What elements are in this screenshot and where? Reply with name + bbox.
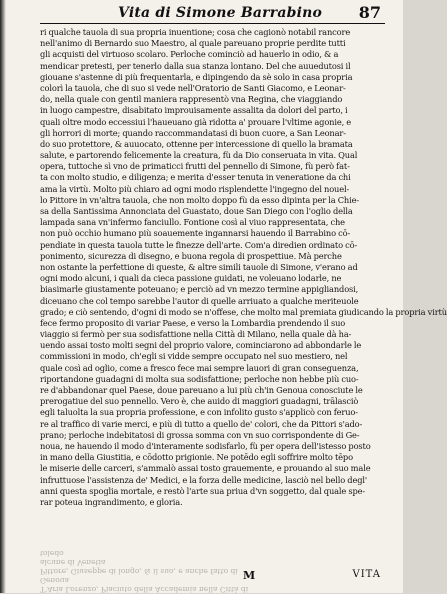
text-line: ta con molto studio, e diligenza; e merita d'esser tenuta in veneratione da chi — [40, 172, 351, 183]
text-line: gli horrori di morte; quando raccommandatasi di buon cuore, a San Leonar- — [40, 127, 346, 138]
text-line: riportandone guadagni di molta sua sodisfattione; perloche non hebbe più cuo- — [40, 373, 359, 384]
text-line: anni questa spoglia mortale, e restò l'arte sua priua d'vn soggetto, dal quale spe- — [40, 485, 366, 496]
text-line: do suo protettore, & auuocato, ottenne per intercessione di quello la bramata — [40, 138, 353, 149]
bleed-line: toledo — [40, 549, 64, 558]
text-line: sa della Santissima Annonciata del Guastato, doue San Diego con l'oglio della — [40, 206, 353, 216]
text-line: lampada sana vn'infermo fanciullo. Fontione così al viuo rappresentata, che — [40, 217, 345, 228]
body-text — [40, 27, 447, 508]
text-line: le miserie delle carceri, s'ammalò assai tosto grauemente, e prouando al suo male — [40, 463, 371, 474]
bleed-through-text — [40, 549, 260, 594]
text-line: noua, ne hauendo il modo d'interamente sodisfarlo, fù per opera dell'istesso posto — [40, 440, 371, 451]
text-line: biasimarle giustamente poteuano; e perciò ad vn mezzo termine appigliandosi, — [40, 284, 359, 295]
catchword: VITA — [352, 569, 381, 580]
text-line: re al traffico di varie merci, e più di tutto a quello de' colori, che da Pittori s'ado- — [40, 418, 363, 429]
text-line: infruttuose l'assistenza de' Medici, e la forza delle medicine, lasciò nel bello degl' — [40, 474, 368, 485]
text-line: fece fermo proposito di variar Paese, e verso la Lombardia prendendo il suo — [40, 317, 346, 328]
signature-mark: M — [243, 569, 256, 582]
text-line: non può occhio humano più soauemente ingannarsi hauendo il Barrabino cō- — [40, 228, 351, 239]
text-line: ama la virtù. Molto più chiaro ad ogni modo risplendette l'ingegno del nouel- — [40, 183, 350, 194]
text-line: in luogo campestre, disabitato improuisamente assalita da dolori del parto, i — [40, 105, 348, 116]
text-line: salute, e partorendo felicemente la creatura, fù da Dio conseruata in vita. Qual — [40, 150, 358, 161]
text-line: giouane s'astenne di più frequentarla, e dipingendo da sè solo in casa propria — [40, 71, 353, 82]
text-line: ri qualche tauola di sua propria inuentione; cosa che cagionò notabil rancore — [40, 27, 351, 37]
text-line: ponimento, sicurezza di disegno, e buona regola di prospettiue. Mà perche — [40, 250, 342, 261]
running-head: Vita di Simone Barrabino — [118, 5, 323, 21]
text-line: egli taluolta la sua propria professione, e con infolito gusto s'applicò con feruo- — [40, 407, 358, 418]
text-line: prerogatiue del suo pennello. Vero è, che auido di maggiori guadagni, trālasciò — [40, 396, 359, 407]
text-line: uendo assai tosto molti segni del proprio valore, cominciarono ad abbondarle le — [40, 340, 362, 351]
text-line: gli acquisti del virtuoso scolaro. Perloche cominciò ad hauerlo in odio, & a — [40, 49, 339, 60]
text-line: non ostante la perfettione di queste, & altre simili tauole di Simone, v'erano ad — [40, 261, 358, 272]
bleed-line: T'Aria Lorenzo, Piaciuto della Accademia nella Città di Genoua — [40, 576, 249, 594]
page-number: 87 — [358, 3, 381, 22]
text-line: ogni modo alcuni, i quali da cieca passione guidati, ne voleuano lodarle, ne — [40, 273, 342, 284]
text-line: quale così ad oglio, come a fresco fece mai sempre lauori di gran conseguenza, — [40, 362, 359, 373]
text-line: re d'abbandonar quel Paese, doue pareuano a lui più ch'in Genoua conosciute le — [40, 385, 363, 395]
text-line: commissioni in modo, ch'egli si vidde sempre occupato nel suo mestiero, nel — [40, 351, 348, 362]
text-line: diceuano che col tempo sarebbe l'autor di quelle arriuato a qualche meriteuole — [40, 295, 359, 306]
text-line: prano; perloche indebitatosi di grossa somma con vn suo corrispondente di Ge- — [40, 429, 360, 440]
text-line: quali oltre modo eccessiui l'haueuano già ridotta a' prouare l'vltime agonie, e — [40, 116, 352, 127]
bleed-line: Pittore, Giuseppe di longo, & il suo, e anche fatto di alcune di Venetia — [40, 558, 238, 576]
text-line: rar poteua ingrandimento, e gloria. — [40, 496, 183, 507]
text-line: lo Pittore in vn'altra tauola, che non molto doppo fù da esso dipinta per la Chie- — [40, 194, 360, 205]
text-line: colorì la tauola, che di suo si vede nell'Oratorio de Santi Giacomo, e Leonar- — [40, 82, 346, 93]
text-line: opera, tuttoche sì vno de primaticci frutti del pennello di Simone, fù però fat- — [40, 161, 350, 172]
page-header — [40, 5, 385, 24]
text-line: grado; e ciò sentendo, d'ogni di modo se n'offese, che molto mal premiata giudicando la propria virtù — [40, 306, 447, 317]
text-line: nell'animo di Bernardo suo Maestro, al quale pareuano proprie perdite tutti — [40, 38, 346, 49]
text-line: do, nella quale con gentil maniera rappresentò vna Regina, che viaggiando — [40, 94, 343, 105]
text-line: mendicar pretesti, per tenerlo dalla sua stanza lontano. Del che auuedutosi il — [40, 60, 351, 71]
gutter-shadow — [0, 0, 6, 593]
text-line: pendiate in questa tauola tutte le finezze dell'arte. Com'a diredien ordinato cō- — [40, 239, 358, 250]
text-line: viaggio si fermò per sua sodisfattione nella Città di Milano, nella quale dà ha- — [40, 329, 352, 340]
text-line: in mano della Giustitia, e cōdotto prigionie. Ne potēdo egli soffrire molto tēpo — [40, 452, 353, 463]
